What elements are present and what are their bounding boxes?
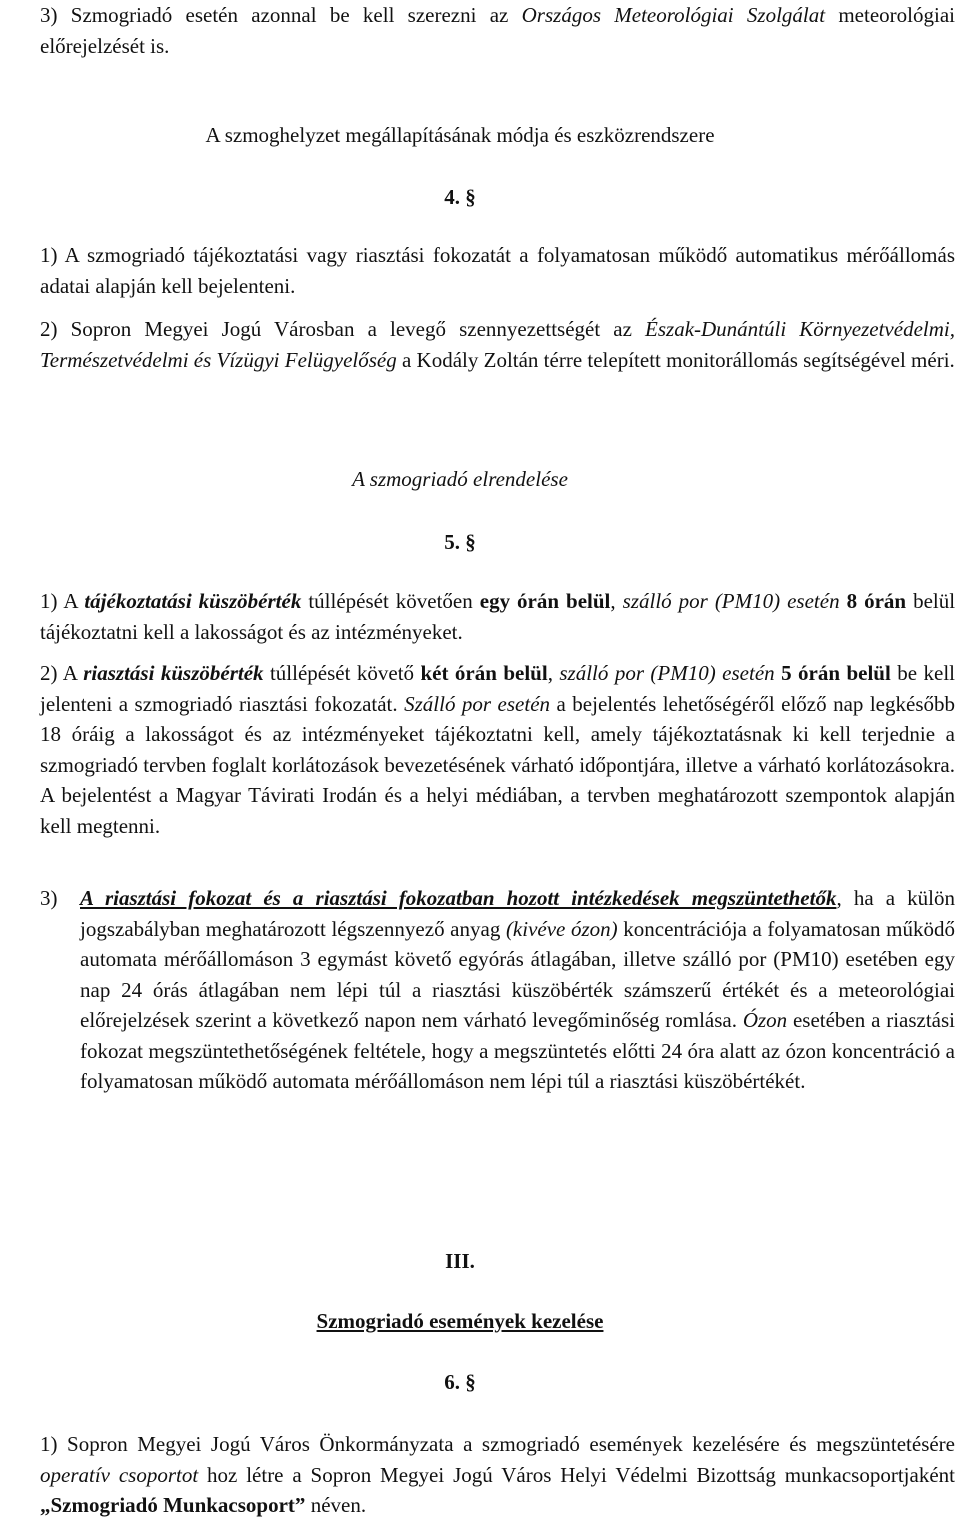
paragraph-3-3 bbox=[40, 0, 955, 61]
text: 1) A bbox=[40, 589, 85, 613]
text-bold-italic: tájékoztatási küszöbérték bbox=[84, 589, 302, 613]
heading-order: A szmogriadó elrendelése bbox=[352, 467, 568, 491]
text-bold: 8 órán bbox=[846, 589, 907, 613]
text: esetében a riasztási fokozat megszüntethetőségének feltétele, hogy a megszüntetés előtti 24 óra alatt az ózon koncentráció a folyamatosan működő automata mérőállomáson nem lépi túl a riasztási küszöbértékét. bbox=[80, 1008, 956, 1093]
text-bold: két órán belül bbox=[420, 661, 548, 685]
paragraph-6-1 bbox=[40, 1429, 955, 1521]
text-italic: Ózon bbox=[742, 1008, 788, 1032]
paragraph-5-3-number: 3) bbox=[40, 886, 58, 910]
text-italic: (kivéve ózon) bbox=[505, 916, 618, 941]
text-italic: operatív csoportot bbox=[40, 1462, 199, 1487]
text-italic: Országos Meteorológiai Szolgálat bbox=[521, 3, 826, 27]
text-bold: 5 órán belül bbox=[781, 661, 891, 685]
text: túllépését követően bbox=[301, 589, 480, 613]
text: , bbox=[610, 589, 623, 613]
section-6-heading: 6. § bbox=[444, 1370, 476, 1394]
text-italic: Szálló por esetén bbox=[404, 691, 551, 716]
text: 3) Szmogriadó esetén azonnal be kell szerezni az bbox=[40, 3, 522, 27]
paragraph-4-1: 1) A szmogriadó tájékoztatási vagy riasztási fokozatát a folyamatosan működő automatikus mérőállomás adatai alapján kell bejelenteni. bbox=[40, 243, 955, 298]
text: 2) Sopron Megyei Jogú Városban a levegő szennyezettségét az bbox=[40, 317, 646, 341]
text-italic: Észak-Dunántúli Környezetvédelmi, Természetvédelmi és Vízügyi Felügyelőség bbox=[40, 317, 955, 372]
text: túllépését követő bbox=[263, 661, 421, 685]
text-bold: egy órán belül bbox=[479, 589, 611, 613]
chapter-number: III. bbox=[445, 1249, 475, 1273]
text-italic: szálló por (PM10) esetén bbox=[559, 661, 775, 685]
section-4-heading: 4. § bbox=[444, 185, 476, 209]
text: , bbox=[547, 661, 560, 685]
text-italic: szálló por (PM10) esetén bbox=[622, 589, 840, 613]
text: be kell jelenteni a szmogriadó riasztási fokozatát. bbox=[40, 661, 956, 716]
chapter-title: Szmogriadó események kezelése bbox=[316, 1309, 604, 1333]
paragraph-5-2 bbox=[40, 658, 955, 841]
text-bold-italic-underline: A riasztási fokozat és a riasztási fokozatban hozott intézkedések megszüntethetők bbox=[80, 886, 837, 910]
paragraph-5-1 bbox=[40, 586, 955, 647]
paragraph-4-2 bbox=[40, 314, 955, 375]
text: a Kodály Zoltán térre telepített monitorállomás segítségével méri. bbox=[396, 347, 955, 372]
text bbox=[840, 589, 847, 613]
text: koncentrációja a folyamatosan működő automata mérőállomáson 3 egymást követő egyórás átlagában, illetve szálló por (PM10) esetében egy nap 24 órás átlagában nem lépi túl a riasztási küszöbérték számszerű értékét és a meteorológiai előrejelzések szerint a következő napon nem várható levegőminőség romlása. bbox=[80, 916, 955, 1032]
heading-method: A szmoghelyzet megállapításának módja és eszközrendszere bbox=[205, 123, 715, 147]
text: néven. bbox=[305, 1493, 367, 1517]
paragraph-5-3 bbox=[80, 883, 955, 1097]
text: , ha a külön jogszabályban meghatározott légszennyező anyag bbox=[80, 886, 955, 941]
text: meteorológiai előrejelzését is. bbox=[40, 3, 955, 58]
text-bold-italic: riasztási küszöbérték bbox=[83, 661, 264, 685]
text: hoz létre a Sopron Megyei Jogú Város Helyi Védelmi Bizottság munkacsoportjaként bbox=[198, 1462, 955, 1487]
text-bold: „Szmogriadó Munkacsoport” bbox=[40, 1493, 306, 1517]
text: 2) A bbox=[40, 661, 84, 685]
text: belül tájékoztatni kell a lakosságot és az intézményeket. bbox=[40, 589, 956, 644]
text: a bejelentés lehetőségéről előző nap legkésőbb 18 óráig a lakosságot és az intézményeket tájékoztatni kell, amely tájékoztatásnak ki kell terjednie a szmogriadó tervben foglalt korlátozások bevezetésének várható időpontjára, illetve a várható korlátozásokra. A bejelentést a Magyar Távirati Irodán és a helyi médiában, a tervben meghatározott szempontok alapján kell megtenni. bbox=[40, 691, 955, 838]
text: 1) Sopron Megyei Jogú Város Önkormányzata a szmogriadó események kezelésére és megszüntetésére bbox=[40, 1432, 955, 1456]
section-5-heading: 5. § bbox=[444, 530, 476, 554]
